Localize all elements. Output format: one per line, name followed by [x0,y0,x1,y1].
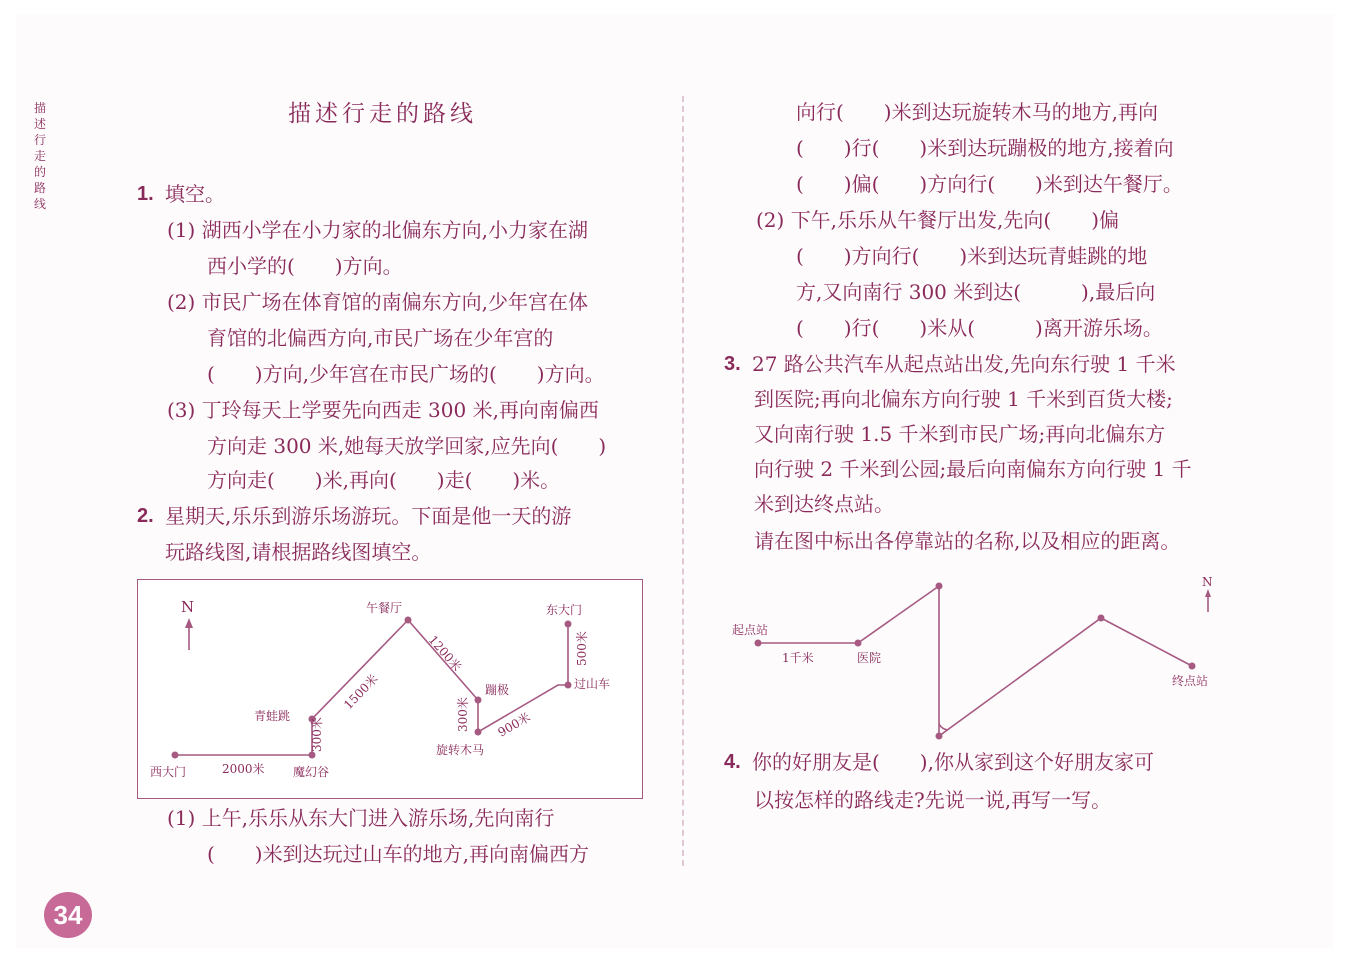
label-west-gate: 西大门 [150,765,187,779]
point-east-gate [565,621,572,628]
point-park [1098,615,1105,622]
q2-sub2-line: 方,又向南行 300 米到达( ),最后向 [796,280,1156,304]
q2-sub2-line: (2) 下午,乐乐从午餐厅出发,先向( )偏 [756,208,1120,232]
q4-line: 你的好朋友是( ),你从家到这个好朋友家可 [752,750,1154,774]
q1-line: (3) 丁玲每天上学要先向西走 300 米,再向南偏西 [167,398,599,422]
bus-route-map [720,570,1240,750]
label-start: 起点站 [732,623,769,637]
label-trampoline: 蹦极 [485,683,510,697]
bus-route-line [758,586,1192,736]
point-start [755,640,762,647]
label-hospital: 医院 [857,651,882,665]
q3-line: 到医院;再向北偏东方向行驶 1 千米到百货大楼; [754,387,1173,411]
q4-line: 以按怎样的路线走?先说一说,再写一写。 [754,788,1112,812]
q3-line: 米到达终点站。 [754,492,894,516]
q2-cont-line: ( )行( )米到达玩蹦极的地方,接着向 [796,136,1174,160]
label-carousel: 旋转木马 [436,743,485,757]
label-300m-b: 300米 [456,697,470,732]
point-carousel [475,729,482,736]
label-magic-valley: 魔幻谷 [293,765,330,779]
label-500m: 500米 [575,631,589,666]
point-coaster [565,682,572,689]
label-1500m: 1500米 [341,671,381,713]
label-frog-jump: 青蛙跳 [254,709,291,723]
q1-text: 填空。 [165,182,225,206]
q1-line: ( )方向,少年宫在市民广场的( )方向。 [207,362,605,386]
q1-line: 方向走 300 米,她每天放学回家,应先向( ) [207,434,607,458]
label-east-gate: 东大门 [546,603,583,617]
q1-line: 育馆的北偏西方向,市民广场在少年宫的 [207,326,554,350]
label-900m: 900米 [495,710,533,740]
point-trampoline [475,697,482,704]
point-plaza [936,733,943,740]
amusement-park-route-map [137,579,643,799]
label-end: 终点站 [1172,674,1209,688]
q1-line: (1) 湖西小学在小力家的北偏东方向,小力家在湖 [167,218,589,242]
q2-cont-line: ( )偏( )方向行( )米到达午餐厅。 [796,172,1183,196]
north-arrow-icon [185,618,193,628]
label-300m-a: 300米 [310,717,324,752]
point-dept-store [936,583,943,590]
point-end [1189,663,1196,670]
q1-line: 方向走( )米,再向( )走( )米。 [207,468,561,492]
q1-line: (2) 市民广场在体育馆的南偏东方向,少年宫在体 [167,290,589,314]
q1-number: 1. [137,183,154,205]
q4-number: 4. [724,751,741,773]
point-west-gate [172,752,179,759]
q2-sub1-line: (1) 上午,乐乐从东大门进入游乐场,先向南行 [167,806,555,830]
q3-line: 27 路公共汽车从起点站出发,先向东行驶 1 千米 [752,352,1176,376]
label-1km: 1千米 [782,651,814,665]
point-restaurant [405,617,412,624]
point-hospital [855,640,862,647]
page-title: 描述行走的路线 [288,101,477,127]
q2-sub1-line: ( )米到达玩过山车的地方,再向南偏西方 [207,842,589,866]
label-coaster: 过山车 [574,677,611,691]
north-arrow-icon-2 [1205,589,1211,597]
q3-number: 3. [724,353,741,375]
q2-sub2-line: ( )方向行( )米到达玩青蛙跳的地 [796,244,1148,268]
north-label-2: N [1202,575,1213,589]
q2-line: 星期天,乐乐到游乐场游玩。下面是他一天的游 [165,504,572,528]
route-map-svg [138,580,642,798]
q2-cont-line: 向行( )米到达玩旋转木马的地方,再向 [796,100,1158,124]
q1-line: 西小学的( )方向。 [207,254,403,278]
q3-line: 向行驶 2 千米到公园;最后向南偏东方向行驶 1 千 [754,457,1192,481]
q2-number: 2. [137,505,154,527]
label-1200m: 1200米 [425,632,465,675]
north-label: N [181,598,195,616]
label-restaurant: 午餐厅 [366,601,403,615]
q2-line: 玩路线图,请根据路线图填空。 [165,540,432,564]
q2-sub2-line: ( )行( )米从( )离开游乐场。 [796,316,1163,340]
q3-line: 又向南行驶 1.5 千米到市民广场;再向北偏东方 [754,422,1166,446]
column-divider [682,96,684,866]
q3-line: 请在图中标出各停靠站的名称,以及相应的距离。 [754,529,1181,553]
page-number-badge: 34 [44,892,92,938]
side-title: 描述行走的路线 [34,101,47,211]
angle-mark [939,724,948,730]
label-2000m: 2000米 [222,762,265,776]
